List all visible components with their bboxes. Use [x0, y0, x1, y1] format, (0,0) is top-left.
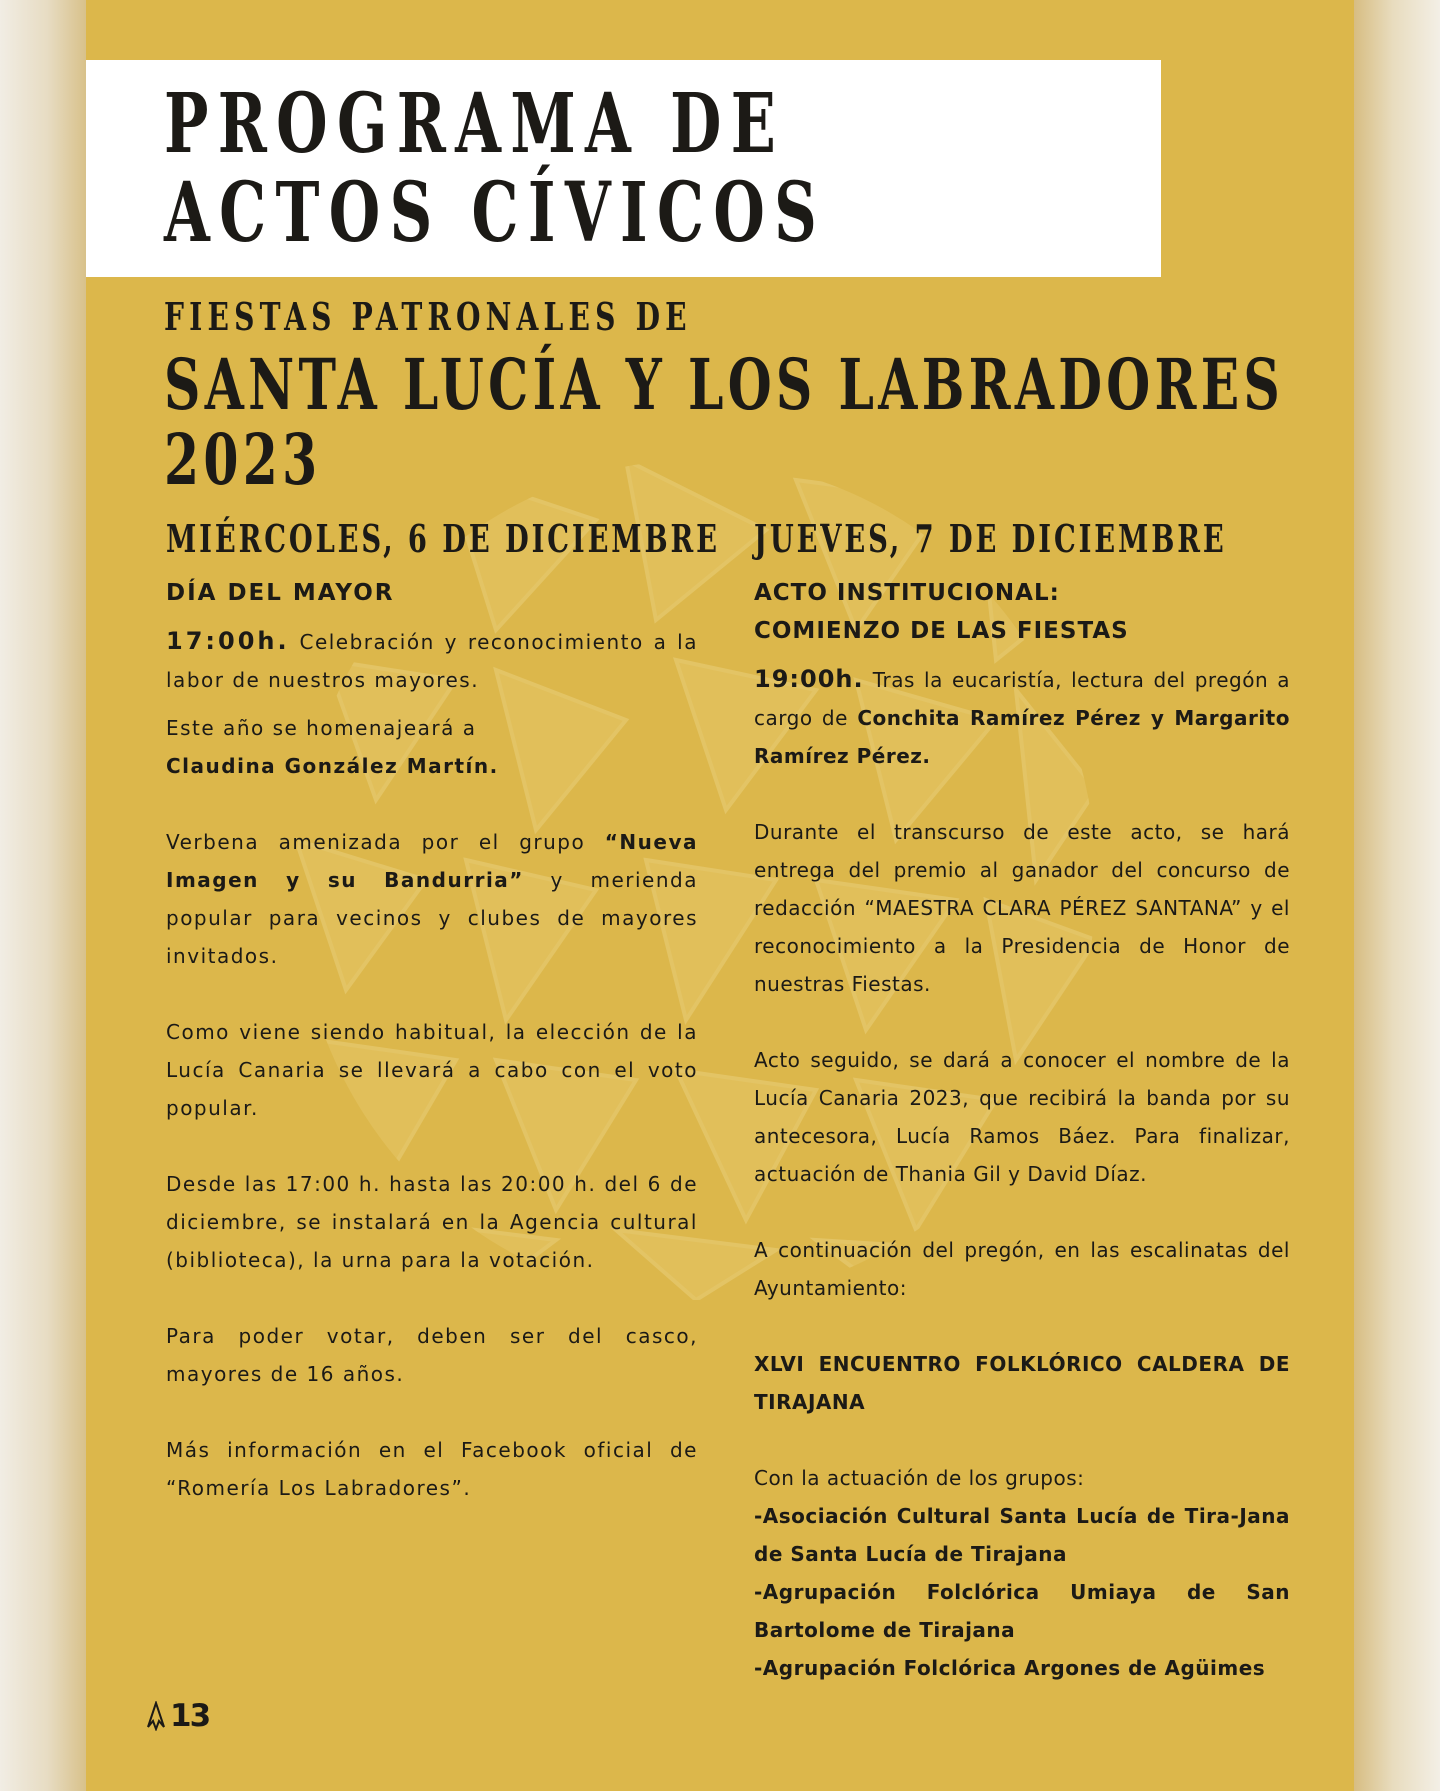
right-column — [754, 516, 1291, 1687]
list-item-group: -Asociación Cultural Santa Lucía de Tira-Jana de Santa Lucía de Tirajana — [754, 1504, 1290, 1566]
program-page — [86, 0, 1354, 1791]
page-number-text: 13 — [170, 1698, 210, 1734]
section-heading-dia-del-mayor: DÍA DEL MAYOR — [166, 580, 395, 606]
paragraph-votacion: Desde las 17:00 h. hasta las 20:00 h. del 6 de diciembre, se instalará en la Agencia cultural (biblioteca), la urna para la votación. — [166, 1172, 698, 1272]
honoree-name: Claudina González Martín. — [166, 754, 499, 778]
left-column — [166, 516, 720, 1507]
paragraph-escalinatas: A continuación del pregón, en las escalinatas del Ayuntamiento: — [754, 1238, 1290, 1300]
day-heading-wednesday: MIÉRCOLES, 6 DE DICIEMBRE — [166, 516, 720, 561]
speaker-names: Conchita Ramírez Pérez y Margarito Ramírez Pérez. — [754, 706, 1290, 768]
festival-logo-icon — [144, 1701, 168, 1731]
list-item-group: -Agrupación Folclórica Umiaya de San Bartolome de Tirajana — [754, 1580, 1290, 1642]
paragraph-pregon — [754, 660, 1290, 775]
page-title-line-1: PROGRAMA DE — [164, 76, 786, 172]
left-margin — [0, 0, 86, 1791]
event-time: 19:00h. — [754, 665, 864, 693]
paragraph-eleccion: Como viene siendo habitual, la elección de la Lucía Canaria se llevará a cabo con el voto popular. — [166, 1020, 698, 1120]
paragraph-verbena — [166, 823, 698, 975]
page-title-line-2: ACTOS CÍVICOS — [164, 165, 827, 261]
page-number — [144, 1698, 209, 1734]
day-heading-thursday: JUEVES, 7 DE DICIEMBRE — [754, 516, 1227, 561]
encuentro-folklorico-heading: XLVI ENCUENTRO FOLKLÓRICO CALDERA DE TIRAJANA — [754, 1352, 1290, 1414]
paragraph-lucia-canaria: Acto seguido, se dará a conocer el nombre de la Lucía Canaria 2023, que recibirá la banda por su antecesora, Lucía Ramos Báez. Para finalizar, actuación de Thania Gil y David Díaz. — [754, 1048, 1290, 1186]
event-year: 2023 — [164, 418, 322, 501]
paragraph-text: Tras la eucaristía, lectura del pregón a cargo de — [754, 668, 1291, 730]
paragraph-text: Celebración y reconocimiento a la labor de nuestros mayores. — [166, 630, 698, 692]
heading-line: COMIENZO DE LAS FIESTAS — [754, 618, 1129, 644]
paragraph-mas-informacion: Más información en el Facebook oficial de “Romería Los Labradores”. — [166, 1438, 698, 1500]
paragraph-text: Este año se homenajeará a — [166, 716, 477, 740]
paragraph-text: y merienda popular para vecinos y clubes de mayores invitados. — [166, 868, 698, 968]
event-name: SANTA LUCÍA Y LOS LABRADORES — [164, 343, 1285, 426]
paragraph-premio: Durante el transcurso de este acto, se hará entrega del premio al ganador del concurso de redacción “MAESTRA CLARA PÉREZ SANTANA” y el reconocimiento a la Presidencia de Honor de nuestras Fiestas. — [754, 820, 1290, 996]
event-subtitle: FIESTAS PATRONALES DE — [164, 294, 692, 339]
paragraph-text: Verbena amenizada por el grupo — [166, 830, 605, 854]
right-margin — [1354, 0, 1440, 1791]
paragraph-homenaje — [166, 709, 698, 785]
heading-line: ACTO INSTITUCIONAL: — [754, 580, 1060, 606]
event-time: 17:00h. — [166, 627, 290, 655]
section-heading-acto-institucional — [754, 574, 1290, 650]
paragraph-celebracion — [166, 622, 698, 699]
band-name: “Nueva Imagen y su Bandurria” — [166, 830, 698, 892]
paragraph-grupos-intro: Con la actuación de los grupos: — [754, 1466, 1085, 1490]
list-item-group: -Agrupación Folclórica Argones de Agüimes — [754, 1656, 1266, 1680]
paragraph-requisitos: Para poder votar, deben ser del casco, mayores de 16 años. — [166, 1324, 698, 1386]
